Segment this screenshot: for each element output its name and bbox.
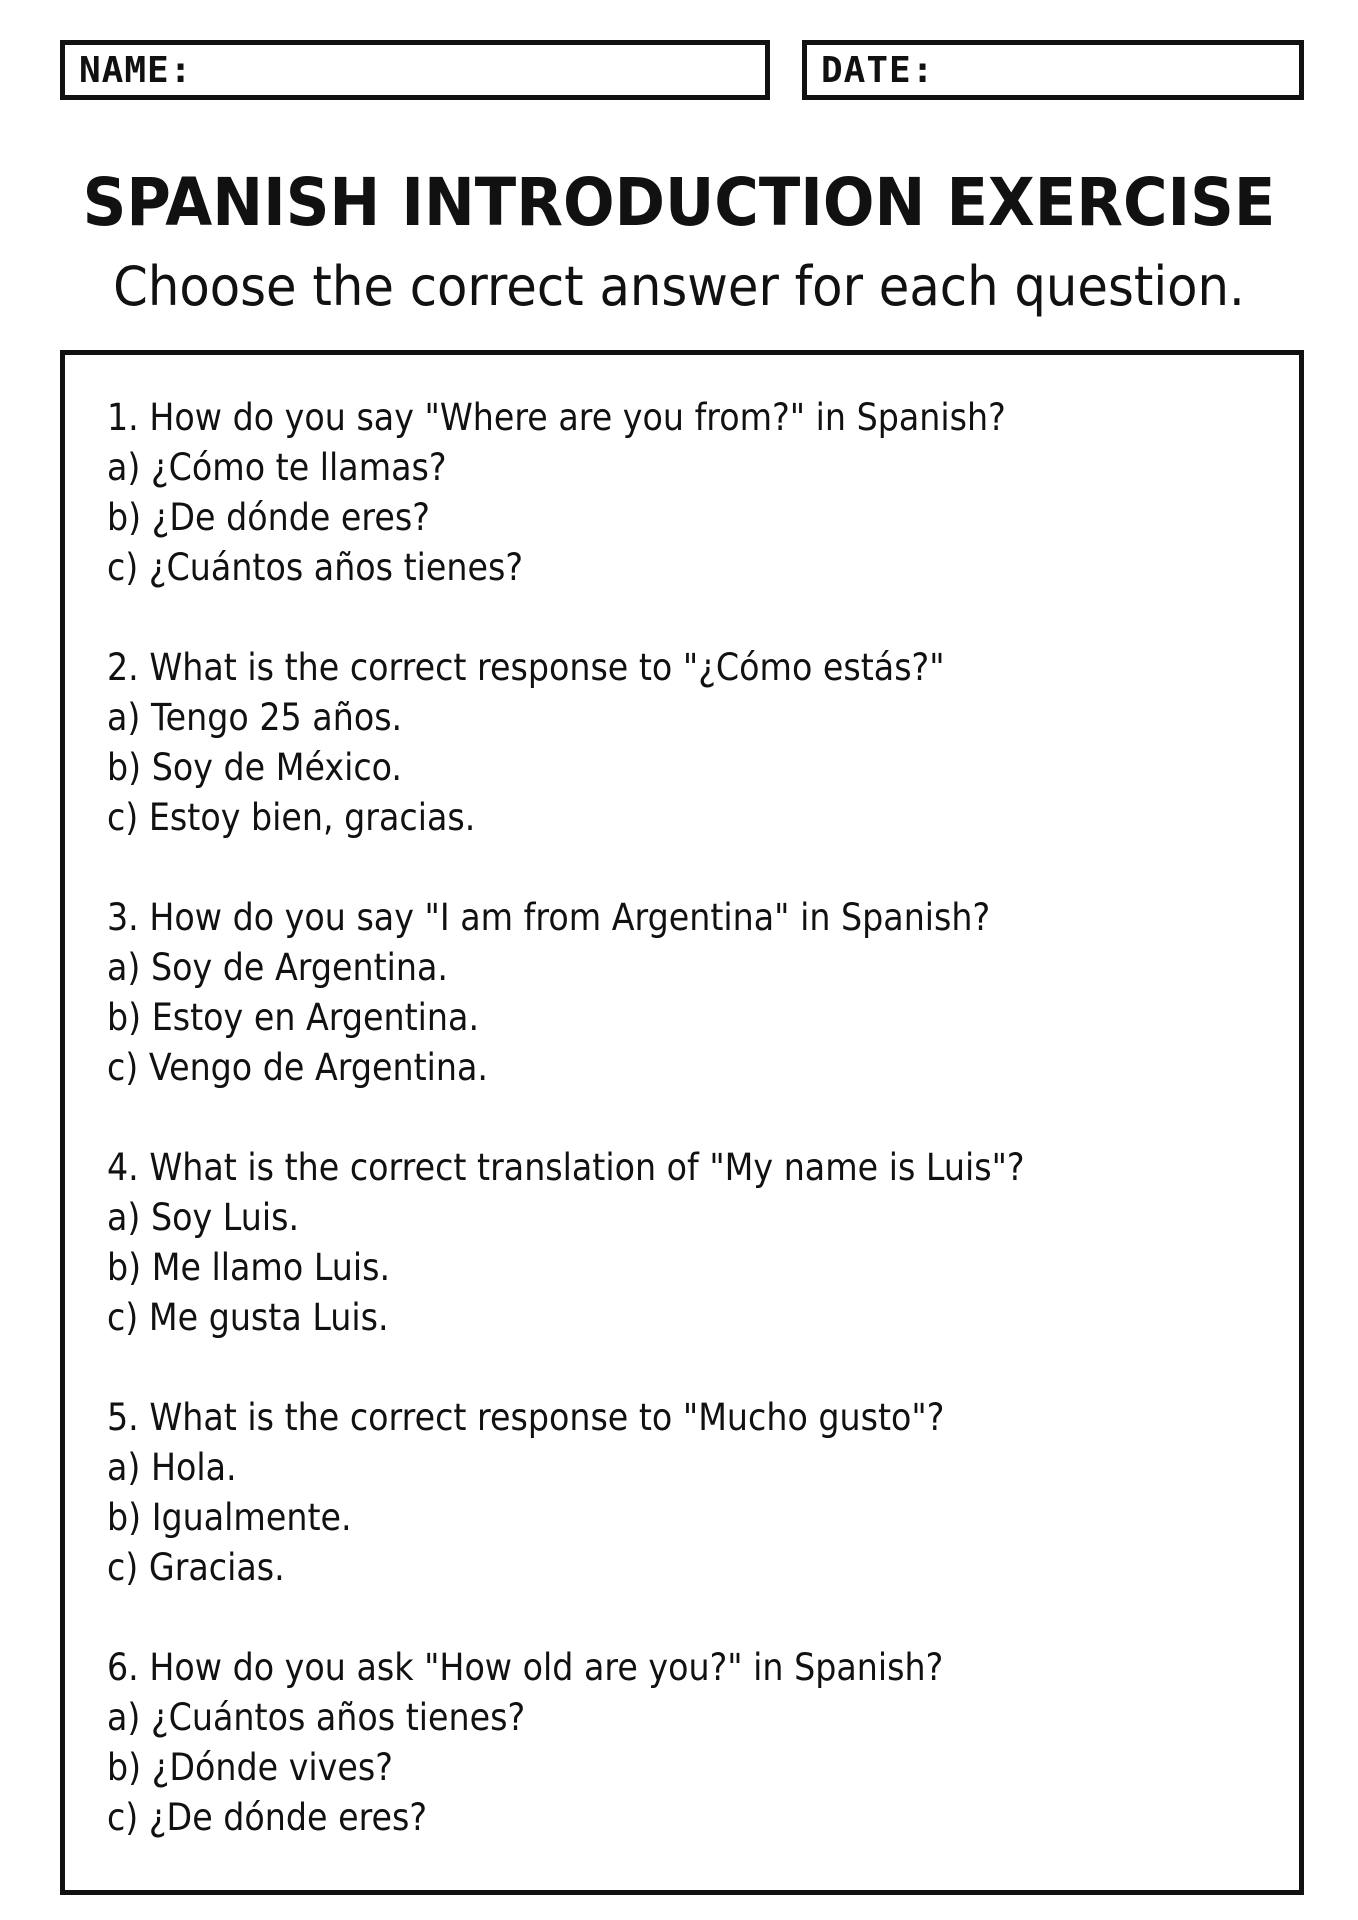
answer-option-c[interactable]: c) Estoy bien, gracias. [107,796,476,839]
date-field[interactable] [802,40,1304,100]
question-1 [107,393,1299,593]
answer-option-a[interactable]: a) ¿Cómo te llamas? [107,446,447,489]
answer-option-b[interactable]: b) Estoy en Argentina. [107,996,480,1039]
answer-option-b[interactable]: b) ¿De dónde eres? [107,496,430,539]
answer-option-b[interactable]: b) Igualmente. [107,1496,352,1539]
answer-option-a[interactable]: a) Tengo 25 años. [107,696,403,739]
answer-option-a[interactable]: a) Hola. [107,1446,237,1489]
page-title: SPANISH INTRODUCTION EXERCISE [82,164,1276,241]
answer-option-b[interactable]: b) ¿Dónde vives? [107,1746,393,1789]
question-prompt: 1. How do you say "Where are you from?" in Spanish? [107,396,1006,439]
question-5 [107,1393,1299,1593]
question-3 [107,893,1299,1093]
name-label: NAME: [79,49,193,91]
name-field[interactable] [60,40,770,100]
answer-option-a[interactable]: a) ¿Cuántos años tienes? [107,1696,526,1739]
question-prompt: 6. How do you ask "How old are you?" in Spanish? [107,1646,944,1689]
questions-panel [60,350,1304,1895]
answer-option-c[interactable]: c) ¿Cuántos años tienes? [107,546,524,589]
question-4 [107,1143,1299,1343]
answer-option-c[interactable]: c) Gracias. [107,1546,285,1589]
answer-option-a[interactable]: a) Soy Luis. [107,1196,300,1239]
instructions: Choose the correct answer for each question. [113,255,1245,318]
question-prompt: 5. What is the correct response to "Mucho gusto"? [107,1396,945,1439]
question-prompt: 3. How do you say "I am from Argentina" in Spanish? [107,896,991,939]
answer-option-b[interactable]: b) Me llamo Luis. [107,1246,391,1289]
question-prompt: 2. What is the correct response to "¿Cómo estás?" [107,646,945,689]
answer-option-c[interactable]: c) Vengo de Argentina. [107,1046,489,1089]
question-prompt: 4. What is the correct translation of "My name is Luis"? [107,1146,1025,1189]
question-2 [107,643,1299,843]
question-6 [107,1643,1299,1843]
answer-option-c[interactable]: c) ¿De dónde eres? [107,1796,428,1839]
answer-option-b[interactable]: b) Soy de México. [107,746,403,789]
answer-option-a[interactable]: a) Soy de Argentina. [107,946,449,989]
answer-option-c[interactable]: c) Me gusta Luis. [107,1296,389,1339]
date-label: DATE: [821,49,935,91]
